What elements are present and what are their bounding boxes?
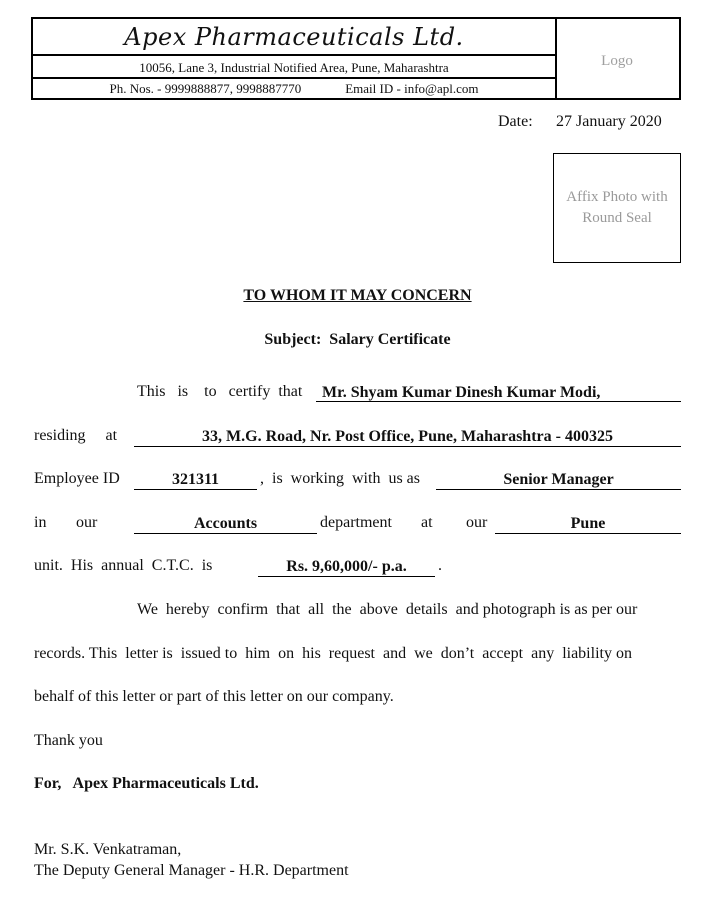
ctc-period: . [438,557,442,574]
date-value: 27 January 2020 [556,113,662,130]
contact-row [33,79,555,98]
employee-name-field: Mr. Shyam Kumar Dinesh Kumar Modi, [316,383,681,402]
photo-placeholder-line1: Affix Photo with [566,189,668,205]
employee-id-label: Employee ID [34,470,120,487]
location-field: Pune [495,514,681,534]
logo-placeholder: Logo [601,53,633,69]
company-phone: Ph. Nos. - 9999888877, 9998887770 [109,81,302,96]
residence-field: 33, M.G. Road, Nr. Post Office, Pune, Maharashtra - 400325 [134,427,681,447]
photo-placeholder-line2: Round Seal [582,210,652,226]
ctc-text: unit. His annual C.T.C. is [34,557,213,574]
certify-text: This is to certify that [137,383,303,400]
confirmation-line-2: records. This letter is issued to him on his request and we don’t accept any liability on [34,645,632,662]
company-name: Apex Pharmaceuticals Ltd. [124,23,464,51]
employee-id-field: 321311 [134,470,257,490]
at-text: at [421,514,433,531]
letter-title [0,287,715,305]
our-text-2: our [466,514,488,531]
company-name-row [33,19,555,56]
our-text: our [76,514,98,531]
thank-you: Thank you [34,732,103,749]
company-email: Email ID - info@apl.com [345,81,479,96]
ctc-field: Rs. 9,60,000/- p.a. [258,557,435,577]
letterhead [31,17,681,100]
company-address: 10056, Lane 3, Industrial Notified Area, Pune, Maharashtra [139,60,449,75]
letter-subject: Subject: Salary Certificate [264,331,451,348]
confirmation-line-1: We hereby confirm that all the above details and photograph is as per our [137,601,638,618]
working-text: , is working with us as [260,470,420,487]
address-row [33,56,555,79]
for-company: For, Apex Pharmaceuticals Ltd. [34,775,259,792]
date-label: Date: [498,113,533,130]
department-field: Accounts [134,514,317,534]
photo-placeholder [553,153,681,263]
designation-field: Senior Manager [436,470,681,490]
in-text: in [34,514,47,531]
residing-text: residing at [34,427,118,444]
letterhead-details [33,19,557,98]
signatory-name: Mr. S.K. Venkatraman, [34,841,182,858]
department-text: department [320,514,392,531]
signatory-title: The Deputy General Manager - H.R. Department [34,862,349,879]
confirmation-line-3: behalf of this letter or part of this letter on our company. [34,688,394,705]
letter-title-text: TO WHOM IT MAY CONCERN [243,287,472,304]
